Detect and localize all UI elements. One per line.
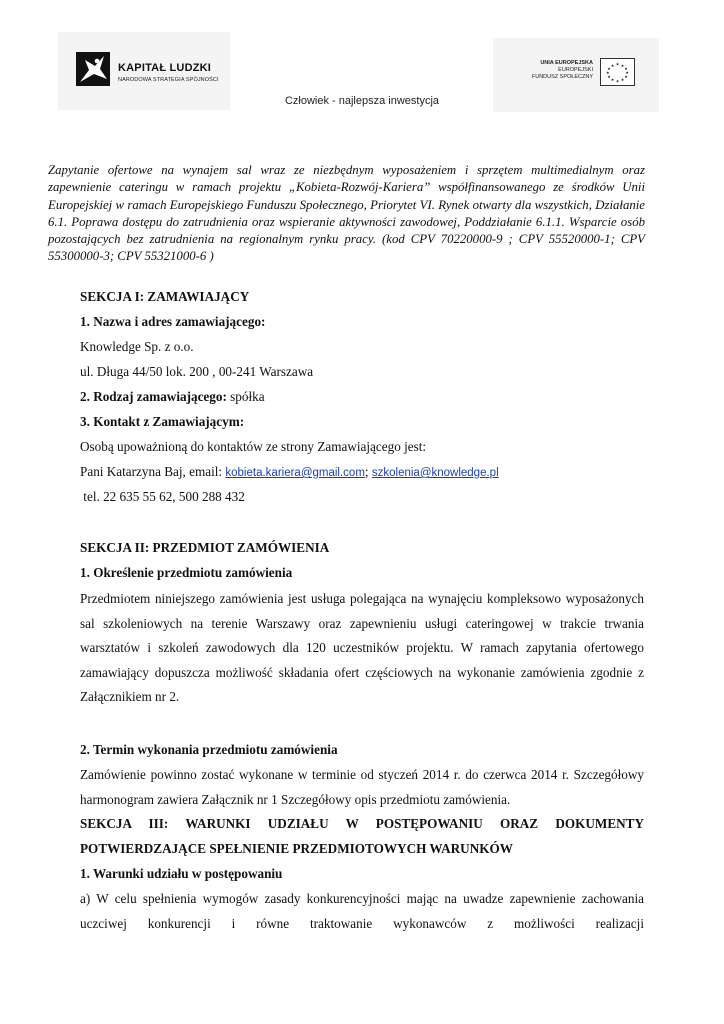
svg-text:★: ★ <box>615 61 620 67</box>
section1-item2-value: spółka <box>226 389 265 404</box>
contact-phone: tel. 22 635 55 62, 500 288 432 <box>80 489 245 504</box>
svg-text:★: ★ <box>625 70 629 75</box>
section2-item1-heading: 1. Określenie przedmiotu zamówienia <box>80 565 293 580</box>
svg-text:★: ★ <box>615 78 620 84</box>
section1-heading: SEKCJA I: ZAMAWIAJĄCY <box>80 289 250 304</box>
section2-heading: SEKCJA II: PRZEDMIOT ZAMÓWIENIA <box>80 540 330 555</box>
logo-left-subtitle: NARODOWA STRATEGIA SPÓJNOŚCI <box>118 77 219 83</box>
section2-item2-heading: 2. Termin wykonania przedmiotu zamówienia <box>80 742 338 757</box>
svg-text:★: ★ <box>607 66 611 71</box>
section1-item3-heading: 3. Kontakt z Zamawiającym: <box>80 414 245 429</box>
svg-text:★: ★ <box>607 74 611 79</box>
svg-text:★: ★ <box>606 70 610 75</box>
company-address: ul. Długa 44/50 lok. 200 , 00-241 Warszawa <box>80 364 314 379</box>
section3-item1-text: a) W celu spełnienia wymogów zasady konkurencyjności mając na uwadze zapewnienie zachowania uczciwej konkurencji i równe traktowanie wykonawców z możliwości realizacji <box>80 891 644 931</box>
contact-line <box>80 464 499 480</box>
contact-intro: Osobą upoważnioną do kontaktów ze strony Zamawiającego jest: <box>80 439 427 454</box>
section2-item1-text: Przedmiotem niniejszego zamówienia jest usługa polegająca na wynajęciu kompleksowo wyposażonych sal szkoleniowych na terenie Warszawy oraz zapewnieniu usługi cateringowej w trakcie trwania warsztatów i szkoleń zawodowych dla 120 uczestników projektu. W ramach zapytania ofertowego zamawiający dopuszcza możliwość składania ofert częściowych na wykonanie zamówienia zgodnie z Załącznikiem nr 2. <box>80 591 644 704</box>
intro-paragraph: Zapytanie ofertowe na wynajem sal wraz ze niezbędnym wyposażeniem i sprzętem multimedialnym oraz zapewnienie cateringu w ramach projektu „Kobieta-Rozwój-Kariera” współfinansowanego ze środków Unii Europejskiej w ramach Europejskiego Funduszu Społecznego, Priorytet VI. Rynek otwarty dla wszystkich, Działanie 6.1. Poprawa dostępu do zatrudnienia oraz wspieranie aktywności zawodowej, Poddziałanie 6.1.1. Wsparcie osób pozostających bez zatrudnienia na regionalnym rynku pracy. (kod CPV 70220000-9 ; CPV 55520000-1; CPV 55300000-3; CPV 55321000-6 ) <box>48 163 645 264</box>
eu-logo-text <box>532 60 593 81</box>
eu-logo-line1: UNIA EUROPEJSKA <box>540 60 593 66</box>
header-motto: Człowiek - najlepsza inwestycja <box>284 95 440 107</box>
eu-logo-line3: FUNDUSZ SPOŁECZNY <box>531 74 593 80</box>
company-name: Knowledge Sp. z o.o. <box>80 339 194 354</box>
email-separator: ; <box>364 464 372 479</box>
email-link-kobieta[interactable]: kobieta.kariera@gmail.com <box>225 467 365 479</box>
section1-item1-heading: 1. Nazwa i adres zamawiającego: <box>80 314 266 329</box>
eu-flag-icon <box>600 58 635 86</box>
section1-item2 <box>80 389 265 405</box>
svg-text:★: ★ <box>624 74 628 79</box>
svg-text:★: ★ <box>610 77 615 83</box>
section1-item2-label: 2. Rodzaj zamawiającego: <box>80 389 227 404</box>
section2-item2-text: Zamówienie powinno zostać wykonane w terminie od styczeń 2014 r. do czerwca 2014 r. Szczegółowy harmonogram zawiera Załącznik nr 1 Szczegółowy opis przedmiotu zamówienia. <box>80 767 644 807</box>
section3-item1-heading: 1. Warunki udziału w postępowaniu <box>80 866 283 881</box>
contact-person: Pani Katarzyna Baj, email: <box>80 464 226 479</box>
eu-logo-line2: EUROPEJSKI <box>558 67 593 73</box>
svg-text:★: ★ <box>620 62 625 68</box>
email-link-szkolenia[interactable]: szkolenia@knowledge.pl <box>371 467 499 479</box>
logo-left-title: KAPITAŁ LUDZKI <box>118 62 212 74</box>
svg-text:★: ★ <box>610 62 615 68</box>
kapital-ludzki-emblem-icon <box>76 52 110 86</box>
svg-text:★: ★ <box>620 77 625 83</box>
section3-heading: SEKCJA III: WARUNKI UDZIAŁU W POSTĘPOWANIU ORAZ DOKUMENTY POTWIERDZAJĄCE SPEŁNIENIE PRZEDMIOTOWYCH WARUNKÓW <box>80 816 644 856</box>
svg-text:★: ★ <box>624 66 628 71</box>
